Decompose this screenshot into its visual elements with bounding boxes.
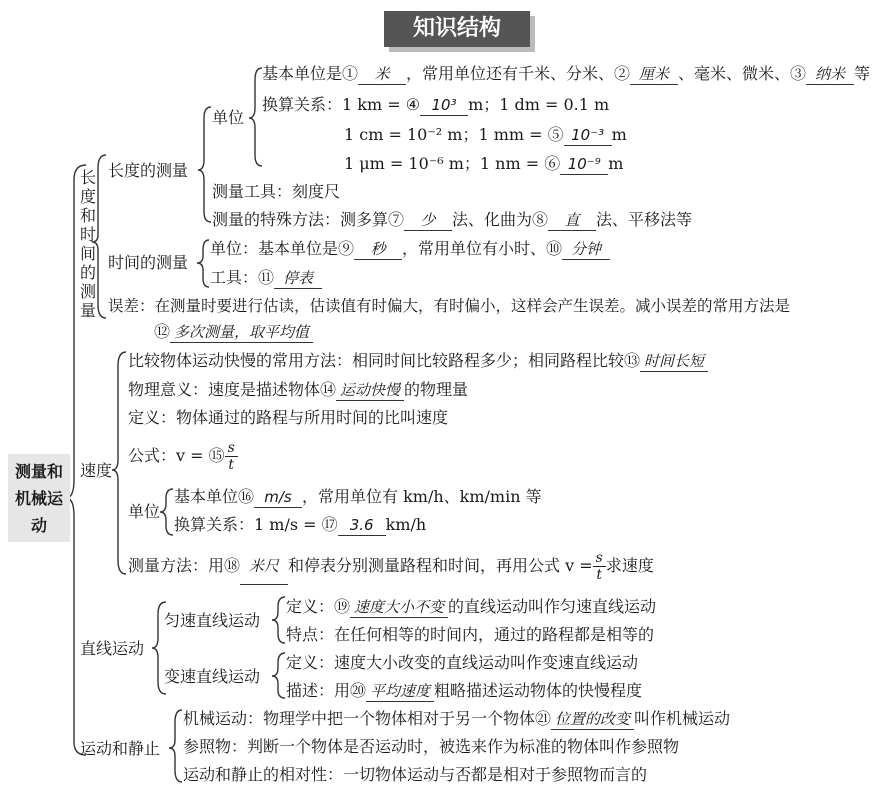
linear-motion-label: 直线运动	[80, 639, 145, 658]
text: 物理意义：速度是描述物体⑭	[128, 380, 337, 399]
uniform-brace	[272, 597, 285, 643]
length-unit-label: 单位	[212, 108, 245, 127]
text: m；1 dm = 0.1 m	[468, 95, 610, 114]
time-unit-row	[210, 239, 610, 260]
answer-5: 10⁻³	[564, 125, 612, 146]
variable-def: 定义：速度大小改变的直线运动叫作变速直线运动	[286, 653, 639, 672]
section1-label: 长度和时间的测量	[79, 168, 96, 320]
uniform-motion-label: 匀速直线运动	[164, 611, 261, 630]
length-tool: 测量工具：刻度尺	[212, 182, 341, 201]
speed-compare-row	[128, 351, 708, 372]
speed-unit-conv-row	[174, 515, 426, 536]
text: 和停表分别测量路程和时间，再用公式 v =	[288, 556, 593, 575]
answer-1: 米	[358, 64, 406, 85]
speed-definition: 定义：物体通过的路程与所用时间的比叫速度	[128, 408, 449, 427]
answer-18: 米尺	[240, 548, 288, 585]
speed-unit-brace	[160, 489, 173, 535]
text: 测量的特殊方法：测多算⑦	[212, 210, 405, 229]
speed-method-row	[128, 548, 654, 585]
answer-10: 分钟	[562, 239, 610, 260]
text: 比较物体运动快慢的常用方法：相同时间比较路程多少；相同路程比较⑬	[128, 351, 641, 370]
text: m	[608, 154, 624, 173]
answer-19: 速度大小不变	[350, 597, 448, 618]
fraction-numerator: s	[593, 550, 606, 567]
text: ，常用单位有 km/h、km/min 等	[302, 487, 542, 506]
root-node-label: 测量和机械运动	[14, 462, 63, 535]
fraction-numerator: s	[225, 440, 238, 457]
time-label: 时间的测量	[108, 253, 189, 272]
motion-brace	[169, 710, 182, 782]
text: 定义：⑲	[286, 597, 351, 616]
text: 测量方法：用⑱	[128, 556, 241, 575]
text: 粗略描述运动物体的快慢程度	[434, 681, 643, 700]
variable-desc-row	[286, 681, 642, 702]
length-conv-row-3	[344, 154, 623, 175]
speed-unit-base-row	[174, 487, 542, 508]
speed-formula-row	[128, 438, 238, 474]
page-title: 知识结构	[384, 11, 530, 47]
answer-6: 10⁻⁹	[560, 154, 608, 175]
answer-12: 多次测量，取平均值	[170, 322, 313, 343]
length-unit-brace	[249, 68, 262, 166]
length-label: 长度的测量	[108, 161, 189, 180]
text: 换算关系：1 km = ④	[262, 95, 421, 114]
answer-9: 秒	[354, 239, 402, 260]
mech-motion-row	[183, 709, 730, 730]
text: ，常用单位还有千米、分米、②	[406, 64, 631, 83]
answer-14: 运动快慢	[336, 380, 404, 401]
length-base-unit-row	[262, 64, 870, 85]
answer-16: m/s	[254, 487, 302, 508]
text: 法、化曲为⑧	[452, 210, 549, 229]
length-conv-row-2	[344, 125, 627, 146]
text: 的物理量	[404, 380, 469, 399]
answer-2: 厘米	[630, 64, 678, 85]
text: 基本单位是①	[262, 64, 359, 83]
speed-meaning-row	[128, 380, 468, 401]
answer-13: 时间长短	[640, 351, 708, 372]
speed-brace	[112, 352, 126, 574]
error-text: 误差：在测量时要进行估读，估读值有时偏大，有时偏小，这样会产生误差。减小误差的常用方法是	[108, 297, 791, 315]
text: 换算关系：1 m/s = ⑰	[174, 515, 338, 534]
text: 等	[854, 64, 871, 83]
answer-7: 少	[404, 210, 452, 231]
variable-motion-label: 变速直线运动	[164, 667, 261, 686]
text: ，常用单位有小时、⑩	[402, 239, 563, 258]
uniform-def-row	[286, 597, 656, 618]
error-answer-row	[154, 322, 313, 343]
text: 公式：v = ⑮	[128, 446, 225, 465]
text: 的直线运动叫作匀速直线运动	[448, 597, 657, 616]
fraction-denominator: t	[228, 457, 235, 473]
answer-4: 10³	[420, 95, 468, 116]
text: 求速度	[605, 556, 654, 575]
text: 1 cm = 10⁻² m；1 mm = ⑤	[344, 125, 564, 144]
formula-fraction	[225, 440, 238, 473]
answer-21: 位置的改变	[551, 709, 634, 730]
length-brace	[198, 107, 211, 222]
text: km/h	[385, 515, 427, 534]
text: 1 μm = 10⁻⁶ m；1 nm = ⑥	[344, 154, 561, 173]
text: 单位：基本单位是⑨	[210, 239, 355, 258]
answer-3: 纳米	[806, 64, 854, 85]
reference-object: 参照物：判断一个物体是否运动时，被选来作为标准的物体叫作参照物	[183, 737, 680, 756]
length-special-row	[212, 210, 692, 231]
speed-label: 速度	[80, 461, 113, 480]
text: 叫作机械运动	[634, 709, 731, 728]
text: m	[611, 125, 627, 144]
text: 机械运动：物理学中把一个物体相对于另一个物体㉑	[183, 709, 552, 728]
answer-11: 停表	[274, 268, 322, 289]
text: 法、平移法等	[596, 210, 693, 229]
text: ⑫	[154, 322, 171, 341]
method-fraction	[593, 550, 606, 583]
answer-20: 平均速度	[366, 681, 434, 702]
uniform-feature: 特点：在任何相等的时间内，通过的路程都是相等的	[286, 625, 655, 644]
text: 工具：⑪	[210, 268, 275, 287]
speed-unit-label: 单位	[128, 502, 161, 521]
text: 描述：用⑳	[286, 681, 367, 700]
motion-rest-label: 运动和静止	[80, 739, 161, 758]
time-brace	[197, 240, 209, 287]
variable-brace	[272, 653, 285, 698]
time-tool-row	[210, 268, 322, 289]
text: 、毫米、微米、③	[678, 64, 807, 83]
answer-17: 3.6	[338, 515, 386, 536]
fraction-denominator: t	[596, 567, 603, 583]
length-conv-row-1	[262, 95, 609, 116]
text: 基本单位⑯	[174, 487, 255, 506]
relativity: 运动和静止的相对性：一切物体运动与否都是相对于参照物而言的	[183, 765, 648, 784]
answer-8: 直	[548, 210, 596, 231]
